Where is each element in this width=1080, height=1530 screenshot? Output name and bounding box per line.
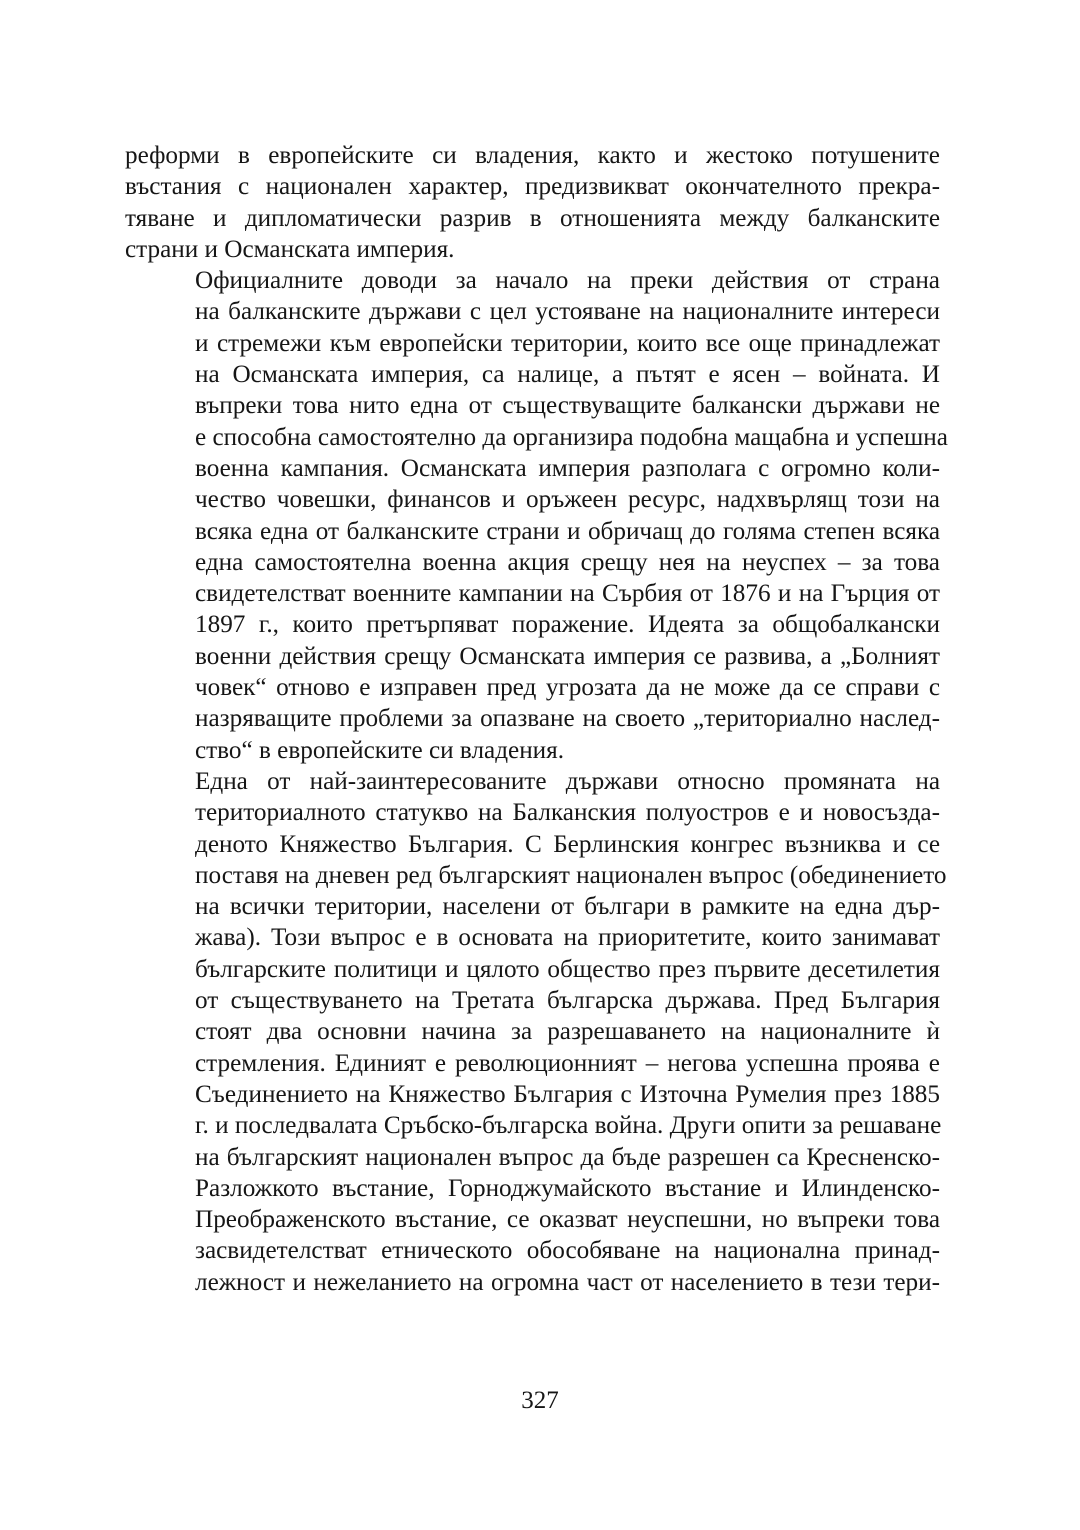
text-line: от съществуването на Третата българска държава. Пред България xyxy=(195,987,940,1015)
text-line: стоят два основни начина за разрешаването на националните ѝ xyxy=(195,1018,940,1046)
text-line: деното Княжество България. С Берлинския конгрес възниква и се xyxy=(195,830,940,858)
text-line: Една от най-заинтересованите държави относно промяната на xyxy=(195,767,940,795)
text-line: Официалните доводи за начало на преки действия от страна xyxy=(195,267,940,295)
text-line: въпреки това нито една от съществуващите балкански държави не xyxy=(195,392,940,420)
paragraph-1 xyxy=(125,140,940,265)
text-line: човек“ отново е изправен пред угрозата да не може да се справи с xyxy=(195,674,940,702)
text-line: г. и последвалата Сръбско-българска война. Други опити за решаване xyxy=(195,1112,942,1140)
text-line: Разложкото въстание, Горноджумайското въстание и Илинденско- xyxy=(195,1174,940,1202)
text-line: всяка една от балканските страни и обричащ до голяма степен всяка xyxy=(195,517,940,545)
text-line: на балканските държави с цел устояване на националните интереси xyxy=(195,298,940,326)
text-line: страни и Османската империя. xyxy=(125,235,455,263)
text-line: реформи в европейските си владения, както и жестоко потушените xyxy=(125,142,940,169)
text-line: териториалното статукво на Балканския полуостров е и новосъзда- xyxy=(195,799,940,827)
text-line: военна кампания. Османската империя разполага с огромно коли- xyxy=(195,454,940,482)
text-line: е способна самостоятелно да организира подобна мащабна и успешна xyxy=(195,423,948,451)
text-line: ство“ в европейските си владения. xyxy=(195,736,565,764)
text-line: засвидетелстват етническото обособяване на национална принад- xyxy=(195,1237,940,1265)
text-line: на българският национален въпрос да бъде разрешен са Кресненско- xyxy=(195,1143,940,1171)
text-line: на всички територии, населени от българи в рамките на една дър- xyxy=(195,893,940,921)
body-text xyxy=(125,140,948,1298)
text-line: поставя на дневен ред българският национален въпрос (обединението xyxy=(195,861,947,889)
paragraph-2 xyxy=(125,265,948,766)
text-line: военни действия срещу Османската империя се развива, а „Болният xyxy=(195,642,940,670)
text-line: тяване и дипломатически разрив в отношенията между балканските xyxy=(125,204,940,232)
paragraph-3 xyxy=(125,766,947,1298)
text-line: българските политици и цялото общество през първите десетилетия xyxy=(195,955,940,983)
text-line: Преображенското въстание, се оказват неуспешни, но въпреки това xyxy=(195,1206,940,1234)
text-line: свидетелстват военните кампании на Сърбия от 1876 и на Гърция от xyxy=(195,580,940,608)
text-line: лежност и нежеланието на огромна част от населението в тези тери- xyxy=(195,1268,940,1296)
text-line: и стремежи към европейски територии, които все още принадлежат xyxy=(195,329,940,357)
text-line: 1897 г., които претърпяват поражение. Идеята за общобалкански xyxy=(195,611,940,639)
text-line: назряващите проблеми за опазване на своето „териториално наслед- xyxy=(195,705,940,733)
text-line: Съединението на Княжество България с Източна Румелия през 1885 xyxy=(195,1080,940,1108)
text-line: въстания с национален характер, предизвикват окончателното прекра- xyxy=(125,173,940,201)
text-line: стремления. Единият е революционният – негова успешна проява е xyxy=(195,1049,940,1077)
text-line: чество човешки, финансов и оръжеен ресурс, надхвърлящ този на xyxy=(195,486,940,514)
text-line: една самостоятелна военна акция срещу нея на неуспех – за това xyxy=(195,548,940,576)
text-line: жава). Този въпрос е в основата на приоритетите, които занимават xyxy=(195,924,940,952)
text-line: на Османската империя, са налице, а пътят е ясен – войната. И xyxy=(195,361,940,389)
page-number: 327 xyxy=(521,1387,559,1414)
